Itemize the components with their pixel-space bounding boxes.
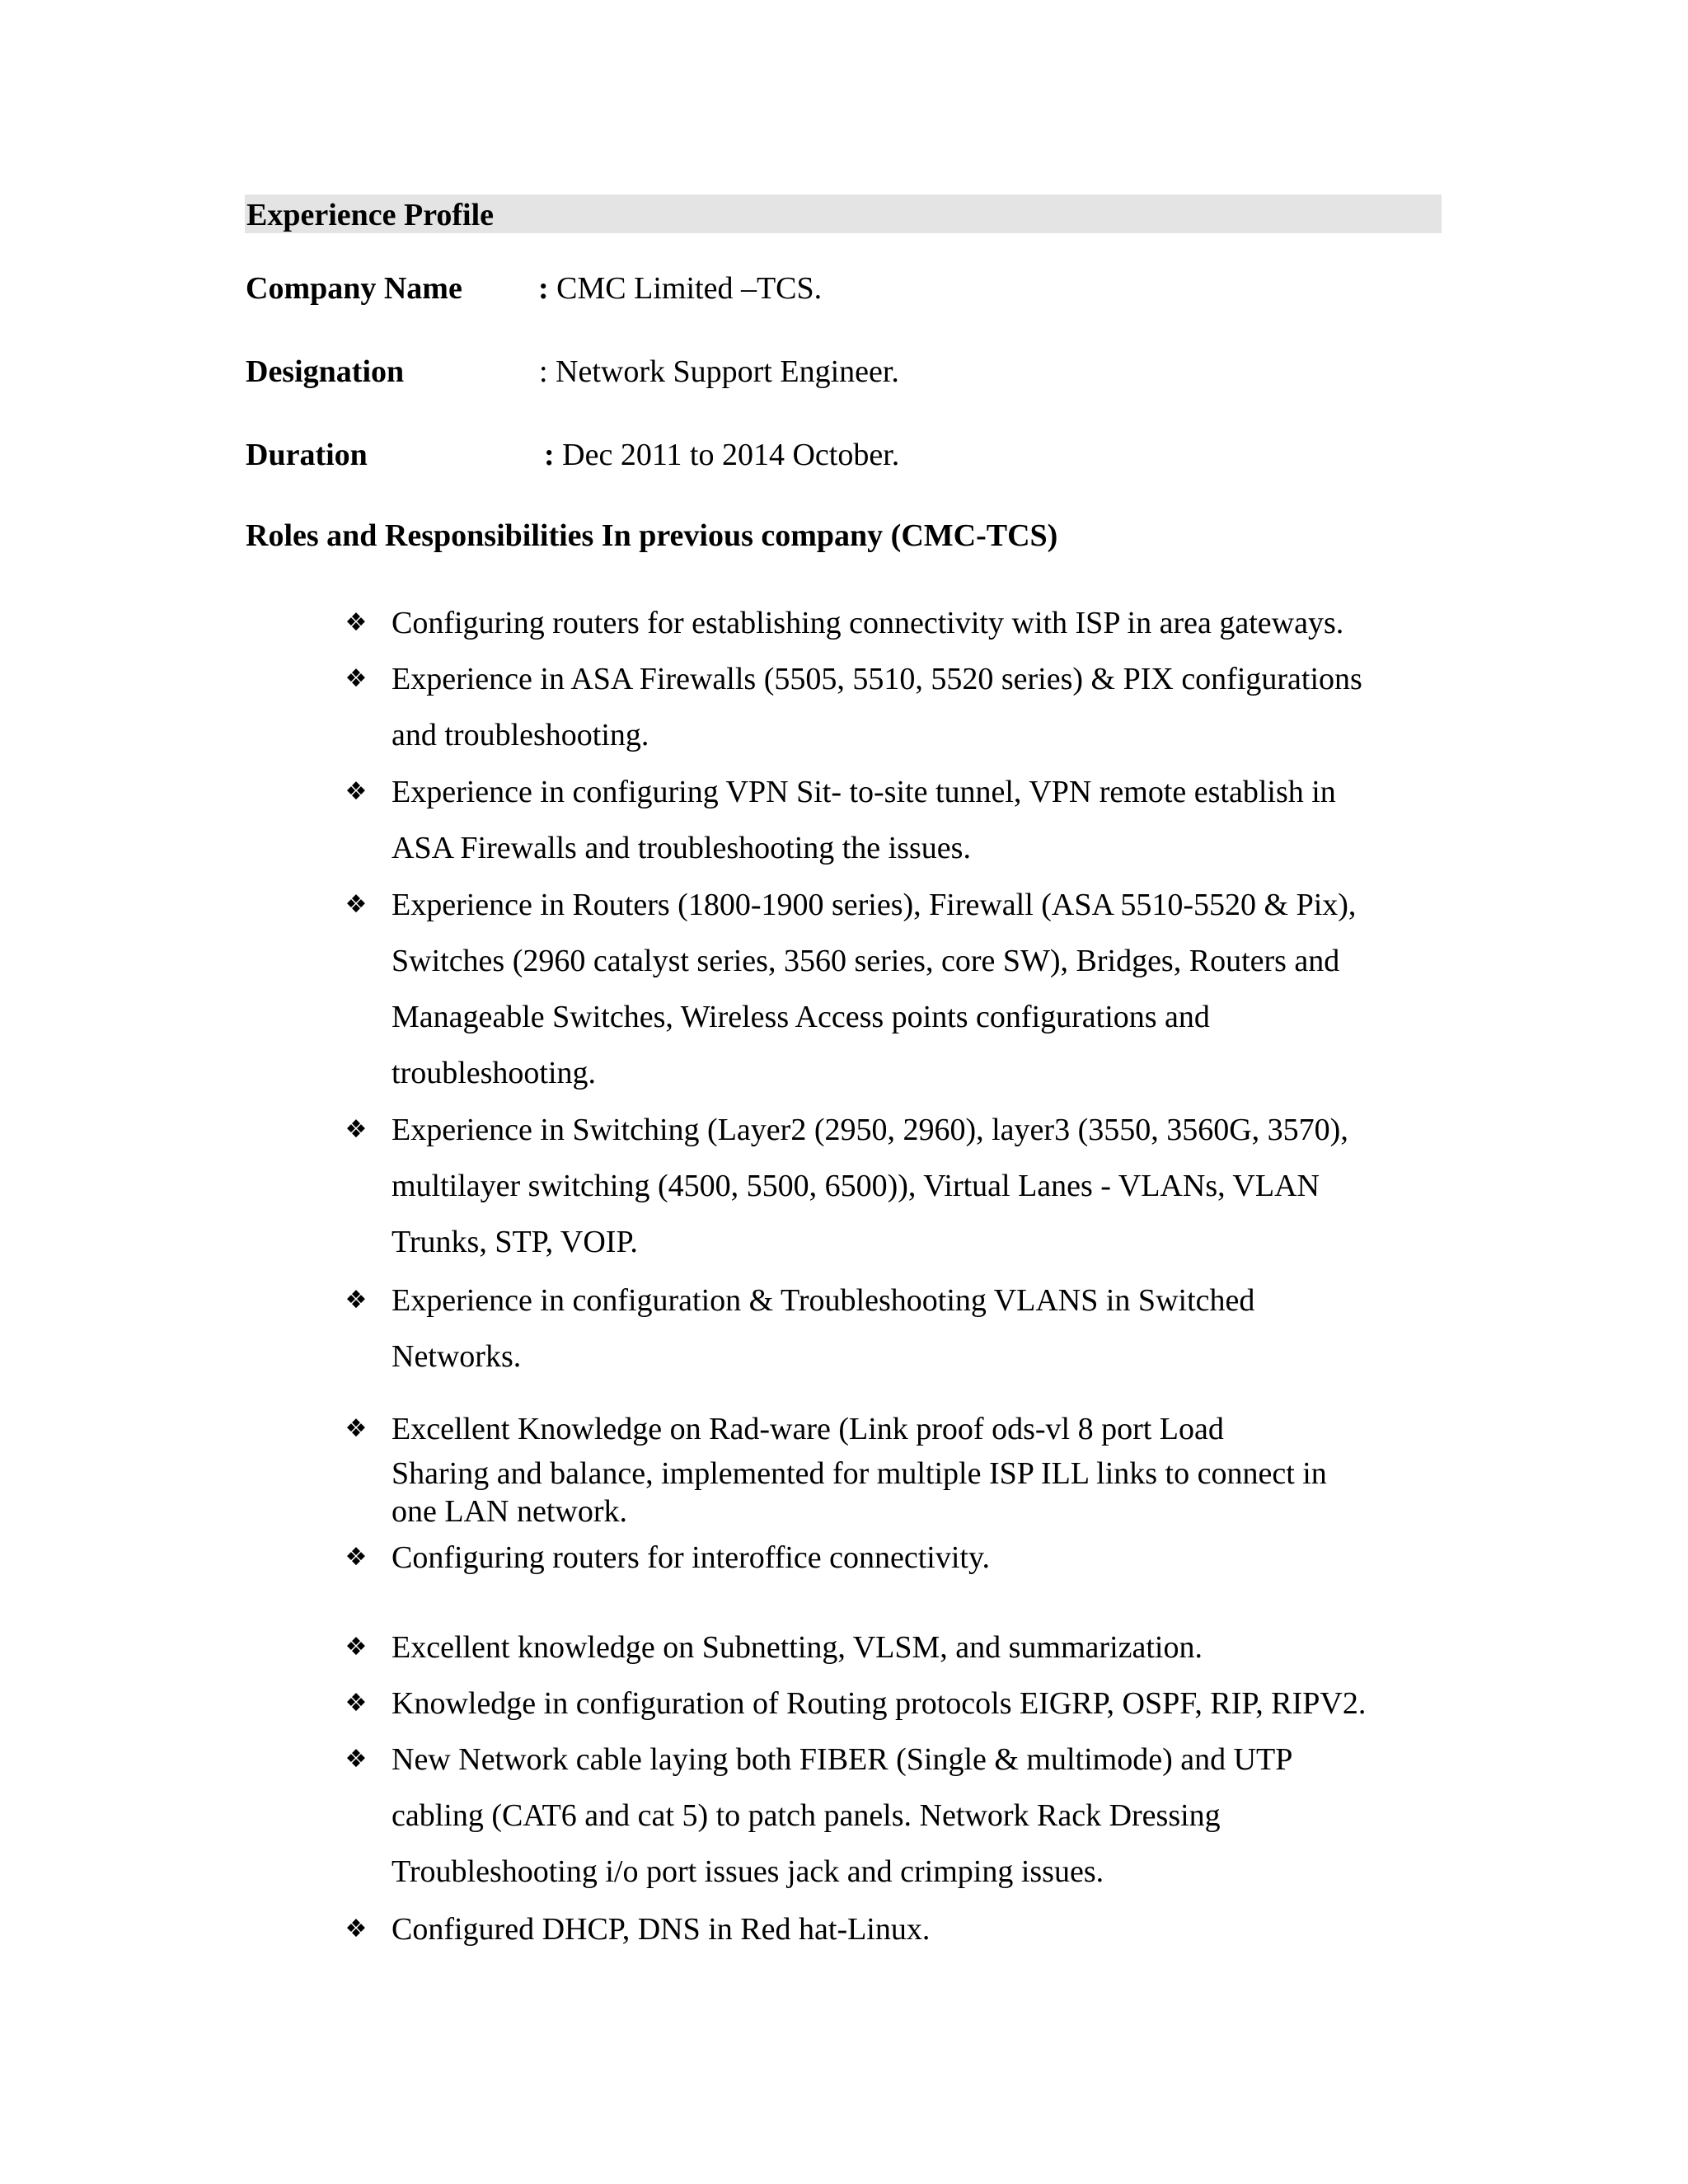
list-item-text bbox=[392, 764, 1430, 876]
company-name-value bbox=[538, 270, 822, 307]
four-diamond-icon: ❖ bbox=[345, 890, 368, 919]
list-item-line: Sharing and balance, implemented for multiple ISP ILL links to connect in bbox=[392, 1456, 1327, 1491]
list-item-line: Trunks, STP, VOIP. bbox=[392, 1225, 638, 1259]
list-item-line: multilayer switching (4500, 5500, 6500)), Virtual Lanes - VLANs, VLAN bbox=[392, 1169, 1320, 1203]
list-item-line: New Network cable laying both FIBER (Single & multimode) and UTP bbox=[392, 1742, 1293, 1777]
list-item-text bbox=[392, 877, 1430, 1101]
list-item-line: Experience in Switching (Layer2 (2950, 2960), layer3 (3550, 3560G, 3570), bbox=[392, 1113, 1348, 1147]
list-item-line: one LAN network. bbox=[392, 1494, 627, 1529]
list-item-text bbox=[392, 1675, 1430, 1732]
section-title: Experience Profile bbox=[246, 198, 495, 232]
list-item-line: Experience in configuring VPN Sit- to-site tunnel, VPN remote establish in bbox=[392, 775, 1336, 809]
list-item-text bbox=[392, 1619, 1430, 1675]
designation-value: : Network Support Engineer. bbox=[539, 354, 899, 389]
list-item-line: Experience in Routers (1800-1900 series), Firewall (ASA 5510-5520 & Pix), bbox=[392, 888, 1357, 922]
company-name-colon: : bbox=[538, 271, 549, 306]
duration-label: Duration bbox=[246, 438, 368, 472]
company-name-label: Company Name bbox=[246, 271, 462, 306]
roles-heading: Roles and Responsibilities In previous company (CMC-TCS) bbox=[246, 518, 1058, 553]
duration-colon: : bbox=[544, 438, 555, 472]
list-item-line: Manageable Switches, Wireless Access points configurations and bbox=[392, 1000, 1210, 1034]
four-diamond-icon: ❖ bbox=[345, 1689, 368, 1718]
four-diamond-icon: ❖ bbox=[345, 1745, 368, 1774]
list-item-line: Experience in ASA Firewalls (5505, 5510, 5520 series) & PIX configurations bbox=[392, 662, 1362, 696]
section-header-experience-profile bbox=[245, 194, 1442, 233]
list-item-line: Networks. bbox=[392, 1339, 522, 1374]
list-item-text bbox=[392, 1272, 1430, 1385]
list-item-line: Switches (2960 catalyst series, 3560 series, core SW), Bridges, Routers and bbox=[392, 944, 1340, 978]
four-diamond-icon: ❖ bbox=[345, 777, 368, 806]
list-item-line: Configuring routers for interoffice connectivity. bbox=[392, 1540, 991, 1575]
list-item-text bbox=[392, 651, 1430, 763]
list-item-text bbox=[392, 1102, 1430, 1270]
four-diamond-icon: ❖ bbox=[345, 608, 368, 637]
list-item-line: Knowledge in configuration of Routing protocols EIGRP, OSPF, RIP, RIPV2. bbox=[392, 1686, 1367, 1721]
duration-text: Dec 2011 to 2014 October. bbox=[554, 438, 900, 472]
designation-label: Designation bbox=[246, 354, 405, 389]
list-item-text bbox=[392, 1732, 1430, 1900]
list-item-line: Configured DHCP, DNS in Red hat-Linux. bbox=[392, 1912, 931, 1947]
four-diamond-icon: ❖ bbox=[345, 1633, 368, 1661]
duration-value bbox=[544, 437, 899, 473]
four-diamond-icon: ❖ bbox=[345, 664, 368, 693]
list-item-line: and troubleshooting. bbox=[392, 718, 649, 752]
list-item-text bbox=[392, 1901, 1430, 1957]
four-diamond-icon: ❖ bbox=[345, 1915, 368, 1943]
list-item-text bbox=[392, 595, 1430, 651]
four-diamond-icon: ❖ bbox=[345, 1286, 368, 1315]
four-diamond-icon: ❖ bbox=[345, 1115, 368, 1144]
list-item-line: Excellent knowledge on Subnetting, VLSM, and summarization. bbox=[392, 1630, 1203, 1665]
list-item-line: Experience in configuration & Troubleshooting VLANS in Switched bbox=[392, 1283, 1255, 1318]
four-diamond-icon: ❖ bbox=[345, 1543, 368, 1572]
list-item-line: troubleshooting. bbox=[392, 1056, 597, 1090]
list-item-line: Configuring routers for establishing connectivity with ISP in area gateways. bbox=[392, 606, 1344, 640]
list-item-line: cabling (CAT6 and cat 5) to patch panels. Network Rack Dressing bbox=[392, 1798, 1221, 1833]
company-name-text: CMC Limited –TCS. bbox=[548, 271, 823, 306]
list-item-line: Troubleshooting i/o port issues jack and crimping issues. bbox=[392, 1854, 1104, 1889]
list-item-text bbox=[392, 1530, 1430, 1586]
list-item-line: Excellent Knowledge on Rad-ware (Link proof ods-vl 8 port Load bbox=[392, 1412, 1224, 1446]
list-item-line: ASA Firewalls and troubleshooting the issues. bbox=[392, 831, 971, 865]
list-item-text bbox=[392, 1401, 1430, 1530]
four-diamond-icon: ❖ bbox=[345, 1414, 368, 1443]
